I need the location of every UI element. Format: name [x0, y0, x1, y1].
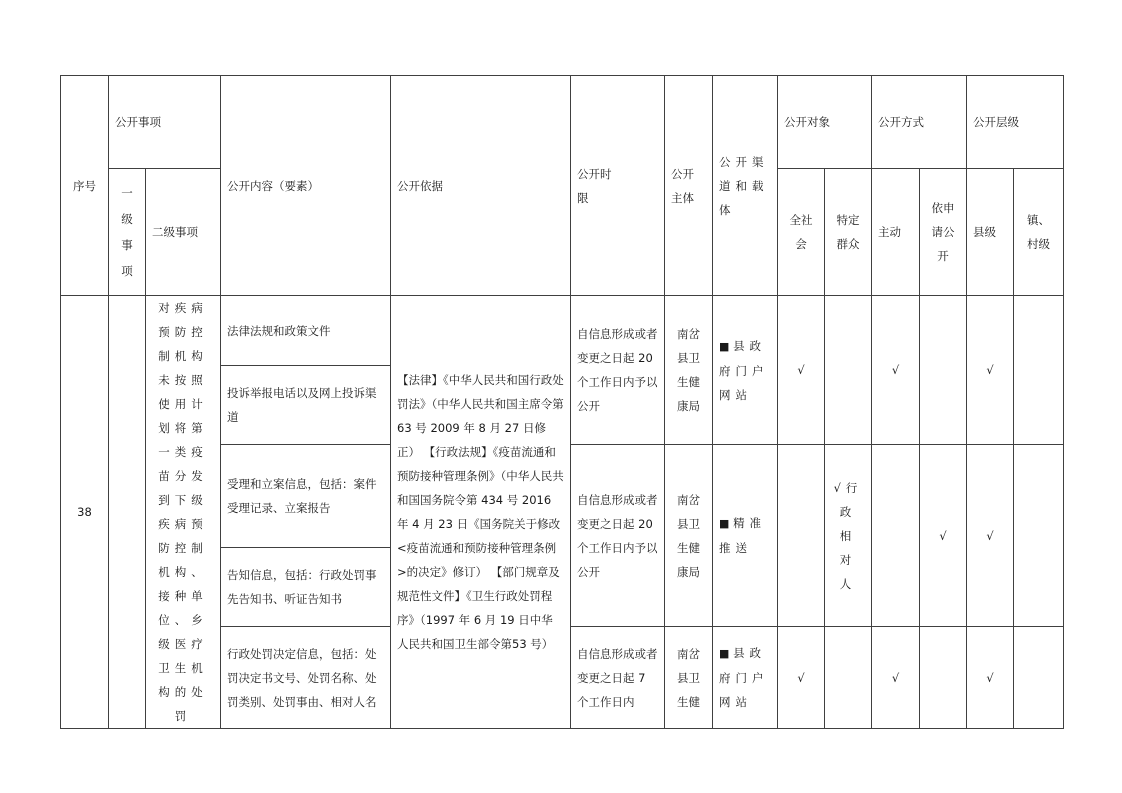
- row-channel-2: ■ 精准推送: [713, 445, 778, 627]
- row-level2: 对疾病预防控制机构未按照使用计划将第一类疫苗分发到下级疾病预防控制机构、接种单位、乡级医疗卫生机构的处罚: [146, 296, 221, 729]
- header-tier-county: 县级: [967, 169, 1014, 296]
- row-target-all-3: √: [778, 627, 825, 729]
- header-item: 公开事项: [109, 76, 221, 169]
- row-seq: 38: [61, 296, 109, 729]
- row-timelimit-1: 自信息形成或者变更之日起 20 个工作日内予以公开: [571, 296, 665, 445]
- row-method-apply-3: [920, 627, 967, 729]
- row-tier-county-1: √: [967, 296, 1014, 445]
- row-target-specific-3: [825, 627, 872, 729]
- header-content: 公开内容（要素）: [221, 76, 391, 296]
- row-content-3: 受理和立案信息，包括：案件受理记录、立案报告: [221, 445, 391, 548]
- header-level1: 一级事项: [109, 169, 146, 296]
- header-row-1: [61, 76, 1064, 169]
- square-bullet-icon: ■: [719, 647, 730, 660]
- header-basis: 公开依据: [391, 76, 571, 296]
- square-bullet-icon: ■: [719, 517, 730, 530]
- disclosure-table: [60, 75, 1064, 729]
- row-content-4: 告知信息，包括：行政处罚事先告知书、听证告知书: [221, 548, 391, 627]
- header-method: 公开方式: [872, 76, 967, 169]
- header-target-specific: 特定群众: [825, 169, 872, 296]
- row-content-5: 行政处罚决定信息，包括：处罚决定书文号、处罚名称、处罚类别、处罚事由、相对人名: [221, 627, 391, 729]
- row-channel-1: ■ 县政府门户网站: [713, 296, 778, 445]
- row-target-specific-1: [825, 296, 872, 445]
- row-timelimit-3: 自信息形成或者变更之日起 7 个工作日内: [571, 627, 665, 729]
- header-seq: 序号: [61, 76, 109, 296]
- row-method-active-1: √: [872, 296, 920, 445]
- header-channel: 公开渠道和载体: [713, 76, 778, 296]
- header-timelimit: 公开时限: [571, 76, 665, 296]
- header-target: 公开对象: [778, 76, 872, 169]
- row-tier-town-2: [1014, 445, 1064, 627]
- table-row: [61, 296, 1064, 366]
- header-subject: 公开主体: [665, 76, 713, 296]
- row-target-all-2: [778, 445, 825, 627]
- header-target-all: 全社会: [778, 169, 825, 296]
- row-tier-county-3: √: [967, 627, 1014, 729]
- square-bullet-icon: ■: [719, 339, 730, 353]
- row-method-apply-2: √: [920, 445, 967, 627]
- row-target-all-1: √: [778, 296, 825, 445]
- row-channel-3: ■ 县政府门户网站: [713, 627, 778, 729]
- header-tier-town: 镇、村级: [1014, 169, 1064, 296]
- row-tier-town-1: [1014, 296, 1064, 445]
- row-subject-1: 南岔县卫生健康局: [665, 296, 713, 445]
- header-method-apply: 依申请公开: [920, 169, 967, 296]
- row-method-active-2: [872, 445, 920, 627]
- row-method-apply-1: [920, 296, 967, 445]
- header-tier: 公开层级: [967, 76, 1064, 169]
- row-subject-3: 南岔县卫生健: [665, 627, 713, 729]
- row-tier-town-3: [1014, 627, 1064, 729]
- header-method-active: 主动: [872, 169, 920, 296]
- row-level1: [109, 296, 146, 729]
- row-content-2: 投诉举报电话以及网上投诉渠道: [221, 366, 391, 445]
- row-subject-2: 南岔县卫生健康局: [665, 445, 713, 627]
- row-timelimit-2: 自信息形成或者变更之日起 20 个工作日内予以公开: [571, 445, 665, 627]
- row-basis: 【法律】《中华人民共和国行政处罚法》（中华人民共和国主席令第 63 号 2009 年 8 月 27 日修正） 【行政法规】《疫苗流通和预防接种管理条例》（中华人民共和国国务院令第 434 号 2016 年 4 月 23 日《国务院关于修改<疫苗流通和预防接种管理条例>的决定》修订） 【部门规章及规范性文件】《卫生行政处罚程序》（1997 年 6 月 19 日中华人民共和国卫生部令第53 号）: [391, 296, 571, 729]
- row-target-specific-2: √行政相对人: [825, 445, 872, 627]
- row-content-1: 法律法规和政策文件: [221, 296, 391, 366]
- row-tier-county-2: √: [967, 445, 1014, 627]
- row-method-active-3: √: [872, 627, 920, 729]
- header-level2: 二级事项: [146, 169, 221, 296]
